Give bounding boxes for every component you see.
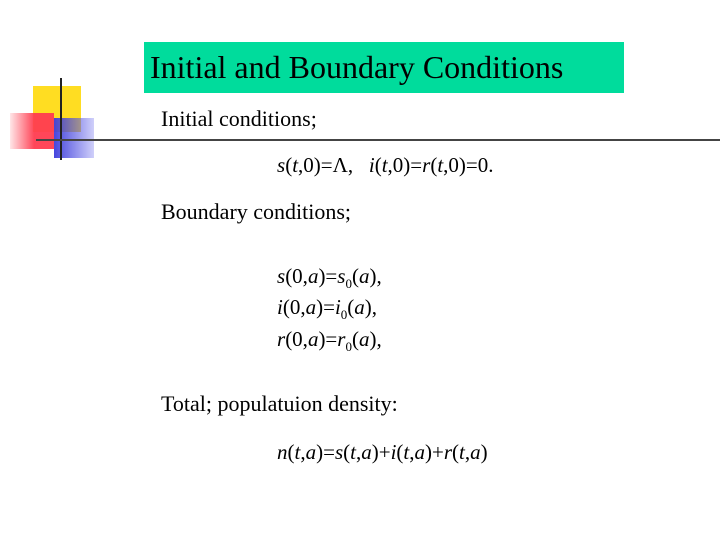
total-density-equation: n(t,a)=s(t,a)+i(t,a)+r(t,a) [277, 440, 488, 464]
initial-conditions-equation: s(t,0)=Λ, i(t,0)=r(t,0)=0. [277, 153, 494, 177]
boundary-equation-r: $r(0,a)=r_0(a)$, [277, 327, 382, 354]
boundary-equation-i: $i(0,a)=i_0(a)$, [277, 295, 378, 322]
total-density-heading: Total; populatuion density: [161, 391, 398, 416]
boundary-conditions-heading: Boundary conditions; [161, 199, 352, 224]
decorative-red-bar [10, 113, 54, 149]
initial-conditions-heading: Initial conditions; [161, 106, 317, 131]
decorative-vertical-line [60, 78, 62, 160]
slide-title-box [144, 42, 624, 93]
slide-title: Initial and Boundary Conditions [150, 49, 564, 85]
decorative-horizontal-rule [36, 139, 720, 141]
boundary-equation-s: $s(0,a)=s_0(a)$, [277, 264, 382, 291]
